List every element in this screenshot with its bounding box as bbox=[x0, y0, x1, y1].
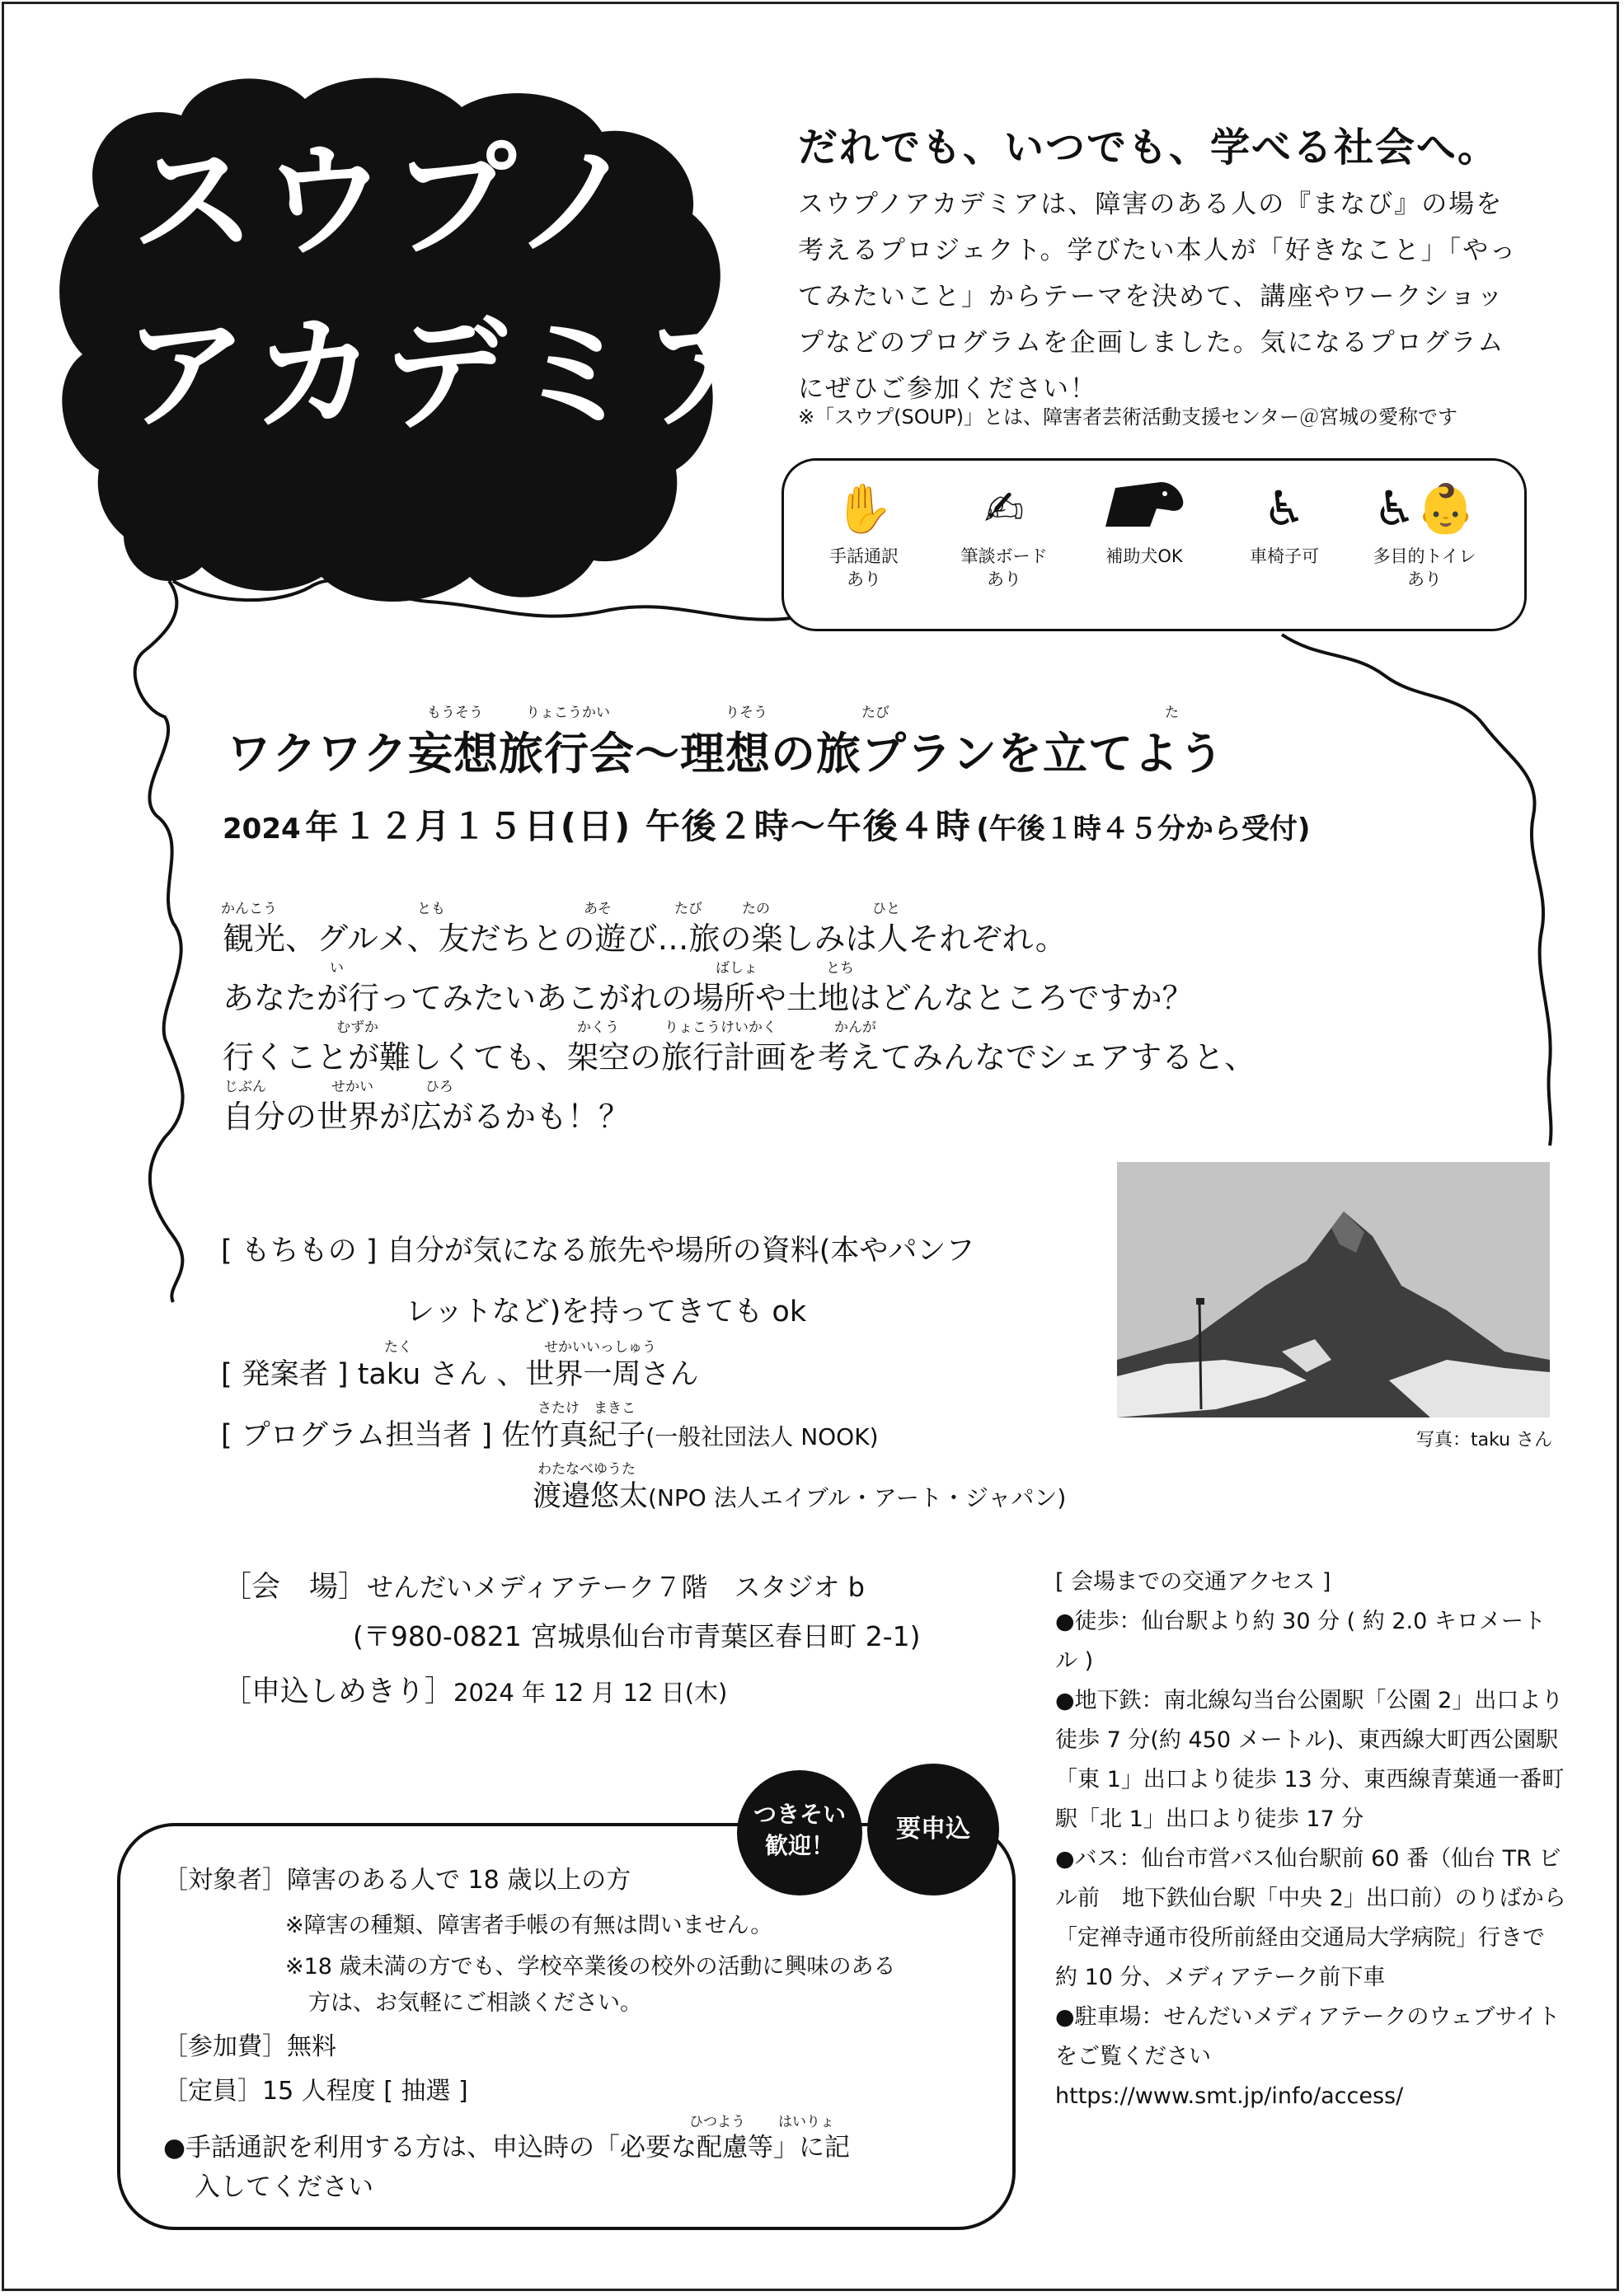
ruby: もうそう bbox=[427, 705, 483, 721]
ruby: とも bbox=[417, 901, 445, 917]
accessibility-item bbox=[802, 476, 926, 591]
ruby: りょこうかい bbox=[526, 705, 610, 721]
target-note-1: ※障害の種類、障害者手帳の有無は問いません。 bbox=[285, 1913, 773, 1938]
headline: だれでも、いつでも、学べる社会へ。 bbox=[798, 124, 1500, 171]
staff-1-org: (一般社団法人 NOOK) bbox=[645, 1423, 879, 1450]
access-item: ●地下鉄：南北線勾当台公園駅「公園 2」出口より徒歩 7 分(約 450 メートル)、東西線大町西公園駅「東 1」出口より徒歩 13 分、東西線青葉通一番町駅「北 1」出口より徒歩 17 分 bbox=[1055, 1688, 1565, 1832]
logo-line-2: アカデミア bbox=[124, 303, 774, 447]
date-year-unit: 年 bbox=[305, 808, 339, 846]
ruby: た bbox=[1165, 705, 1179, 721]
capacity bbox=[163, 2070, 468, 2106]
accessibility-label: 手話通訳 あり bbox=[829, 546, 899, 589]
description-line: 行くことが難しくても、架空の旅行計画を考えてみんなでシェアすると、 bbox=[223, 1039, 1256, 1075]
ruby: りそう bbox=[725, 705, 767, 721]
ruby: ばしょ bbox=[716, 960, 758, 977]
date-reception: (午後１時４５分から受付) bbox=[976, 813, 1311, 846]
venue bbox=[223, 1564, 865, 1605]
staff-1 bbox=[221, 1413, 879, 1454]
ruby: たび bbox=[674, 901, 702, 917]
deadline-date: 2024 年 12 月 12 日(木) bbox=[453, 1679, 728, 1707]
ruby: りょこうけいかく bbox=[664, 1019, 777, 1036]
intro-line: にぜひご参加ください！ bbox=[798, 374, 1097, 404]
ruby: ひつよう bbox=[689, 2114, 745, 2130]
accessibility-item bbox=[1223, 476, 1346, 568]
ruby: たく bbox=[384, 1339, 412, 1356]
access-heading: [ 会場までの交通アクセス ] bbox=[1055, 1569, 1331, 1595]
belongings-text-2: レットなど)を持ってきても ok bbox=[406, 1296, 807, 1328]
ruby: はいりょ bbox=[778, 2114, 834, 2130]
assistance-dog-icon bbox=[1082, 476, 1206, 545]
writing-board-icon: ✍ bbox=[983, 480, 1025, 537]
thought-bubble-dot bbox=[124, 490, 214, 581]
ruby: むずか bbox=[336, 1019, 378, 1036]
ruby: わたなべゆうた bbox=[537, 1461, 636, 1478]
venue-label: ［会 場］ bbox=[223, 1571, 368, 1604]
accessibility-label: 車椅子可 bbox=[1250, 546, 1319, 566]
venue-address: (〒980-0821 宮城県仙台市青葉区春日町 2-1) bbox=[353, 1620, 921, 1652]
application-required-badge: 要申込 bbox=[867, 1764, 999, 1895]
ruby: じぶん bbox=[224, 1079, 266, 1095]
ruby: い bbox=[330, 960, 344, 977]
intro-line: スウプノアカデミアは、障害のある人の『まなび』の場を bbox=[798, 190, 1504, 219]
access-item: ●徒歩：仙台駅より約 30 分 ( 約 2.0 キロメートル ) bbox=[1055, 1609, 1546, 1674]
accessibility-item bbox=[1363, 476, 1486, 591]
ruby: あそ bbox=[584, 901, 612, 917]
fee-text: 無料 bbox=[287, 2032, 336, 2061]
description-line: あなたが行ってみたいあこがれの場所や土地はどんなところですか？ bbox=[223, 980, 1194, 1016]
proposer-text: taku さん 、世界一周さん bbox=[357, 1358, 699, 1391]
ruby: たび bbox=[861, 705, 889, 721]
sign-note-1: ●手話通訳を利用する方は、申込時の「必要な配慮等」に記 bbox=[163, 2133, 851, 2162]
thought-outline-right bbox=[1282, 635, 1551, 1146]
thought-outline bbox=[135, 581, 183, 1302]
target-note-2a: ※18 歳未満の方でも、学校卒業後の校外の活動に興味のある bbox=[285, 1954, 896, 1980]
accessibility-item bbox=[942, 476, 1066, 591]
logo-line-1: スウプノ bbox=[132, 130, 644, 274]
intro-paragraph bbox=[798, 181, 1540, 412]
belongings-text: 自分が気になる旅先や場所の資料(本やパンフ bbox=[386, 1235, 975, 1267]
sign-language-icon: ✋ bbox=[833, 480, 894, 537]
sign-note-2: 入してください bbox=[195, 2172, 373, 2202]
event-date bbox=[223, 799, 1310, 849]
fee-label: ［参加費］ bbox=[163, 2032, 287, 2061]
intro-line: 考えるプロジェクト。学びたい本人が「好きなこと」「やっ bbox=[798, 236, 1518, 265]
access-item: ●バス：仙台市営バス仙台駅前 60 番（仙台 TR ビル前 地下鉄仙台駅「中央 2」出口前）のりばから「定禅寺通市役所前経由交通局大学病院」行きで約 10 分、メディアテーク前下車 bbox=[1055, 1846, 1566, 1990]
ruby: たの bbox=[742, 901, 770, 917]
ruby: さたけ まきこ bbox=[537, 1400, 636, 1417]
proposer-label: [ 発案者 ] bbox=[221, 1358, 349, 1391]
matterhorn-photo bbox=[1117, 1162, 1550, 1417]
ruby: かくう bbox=[577, 1019, 619, 1036]
staff-2-org: (NPO 法人エイブル・アート・ジャパン) bbox=[648, 1484, 1067, 1511]
deadline bbox=[223, 1669, 727, 1710]
staff-2 bbox=[533, 1474, 1066, 1515]
ruby: せかい bbox=[331, 1079, 373, 1095]
event-title: ワクワク妄想旅行会～理想の旅プランを立てよう bbox=[227, 728, 1224, 780]
description-line: 観光、グルメ、友だちとの遊び…旅の楽しみは人それぞれ。 bbox=[223, 921, 1067, 957]
access-info bbox=[1055, 1563, 1566, 2116]
companion-welcome-badge: つきそい 歓迎！ bbox=[737, 1770, 862, 1895]
target-label: ［対象者］ bbox=[163, 1866, 287, 1895]
date-year: 2024 bbox=[223, 813, 301, 846]
date-main: １２月１５日(日) 午後２時～午後４時 bbox=[342, 806, 972, 846]
eligibility-box bbox=[117, 1823, 1016, 2230]
wheelchair-icon: ♿ bbox=[1263, 480, 1306, 537]
deadline-label: ［申込しめきり］ bbox=[223, 1675, 454, 1708]
staff-label: [ プログラム担当者 ] bbox=[221, 1419, 493, 1452]
ruby: とち bbox=[826, 960, 854, 977]
accessibility-label: 筆談ボード あり bbox=[960, 546, 1048, 589]
target-note-2b: 方は、お気軽にご相談ください。 bbox=[308, 1990, 642, 2016]
accessibility-label: 補助犬OK bbox=[1105, 546, 1183, 566]
access-item: ●駐車場：せんだいメディアテークのウェブサイトをご覧ください bbox=[1055, 2004, 1561, 2069]
belongings-label: [ もちもの ] bbox=[221, 1235, 378, 1267]
ruby: かんが bbox=[834, 1019, 876, 1036]
accessibility-label: 多目的トイレ あり bbox=[1373, 546, 1476, 589]
description-line: 自分の世界が広がるかも！？ bbox=[223, 1099, 631, 1135]
soup-note: ※「スウプ(SOUP)」とは、障害者芸術活動支援センター＠宮城の愛称です bbox=[798, 405, 1458, 429]
intro-line: てみたいこと」からテーマを決めて、講座やワークショッ bbox=[798, 282, 1504, 312]
accessibility-panel bbox=[781, 458, 1527, 631]
fee bbox=[163, 2026, 336, 2062]
staff-1-name: 佐竹真紀子 bbox=[501, 1419, 646, 1452]
capacity-text: 15 人程度 [ 抽選 ] bbox=[262, 2077, 468, 2106]
staff-2-name: 渡邉悠太 bbox=[533, 1480, 649, 1513]
access-url: https://www.smt.jp/info/access/ bbox=[1055, 2083, 1404, 2109]
ruby: ひと bbox=[872, 901, 900, 917]
intro-line: プなどのプログラムを企画しました。気になるプログラム bbox=[798, 328, 1505, 358]
multipurpose-toilet-icon: ♿👶 bbox=[1373, 480, 1476, 537]
proposer bbox=[221, 1352, 699, 1393]
ruby: せかいいっしゅう bbox=[544, 1339, 656, 1356]
photo-caption: 写真：taku さん bbox=[1416, 1430, 1553, 1450]
ruby: ひろ bbox=[425, 1079, 453, 1095]
target bbox=[163, 1859, 631, 1895]
target-text: 障害のある人で 18 歳以上の方 bbox=[287, 1866, 631, 1895]
capacity-label: ［定員］ bbox=[163, 2077, 262, 2106]
belongings bbox=[221, 1228, 974, 1269]
ruby: かんこう bbox=[221, 901, 277, 917]
accessibility-item bbox=[1082, 476, 1206, 568]
venue-name: せんだいメディアテーク７階 スタジオ b bbox=[367, 1572, 865, 1603]
